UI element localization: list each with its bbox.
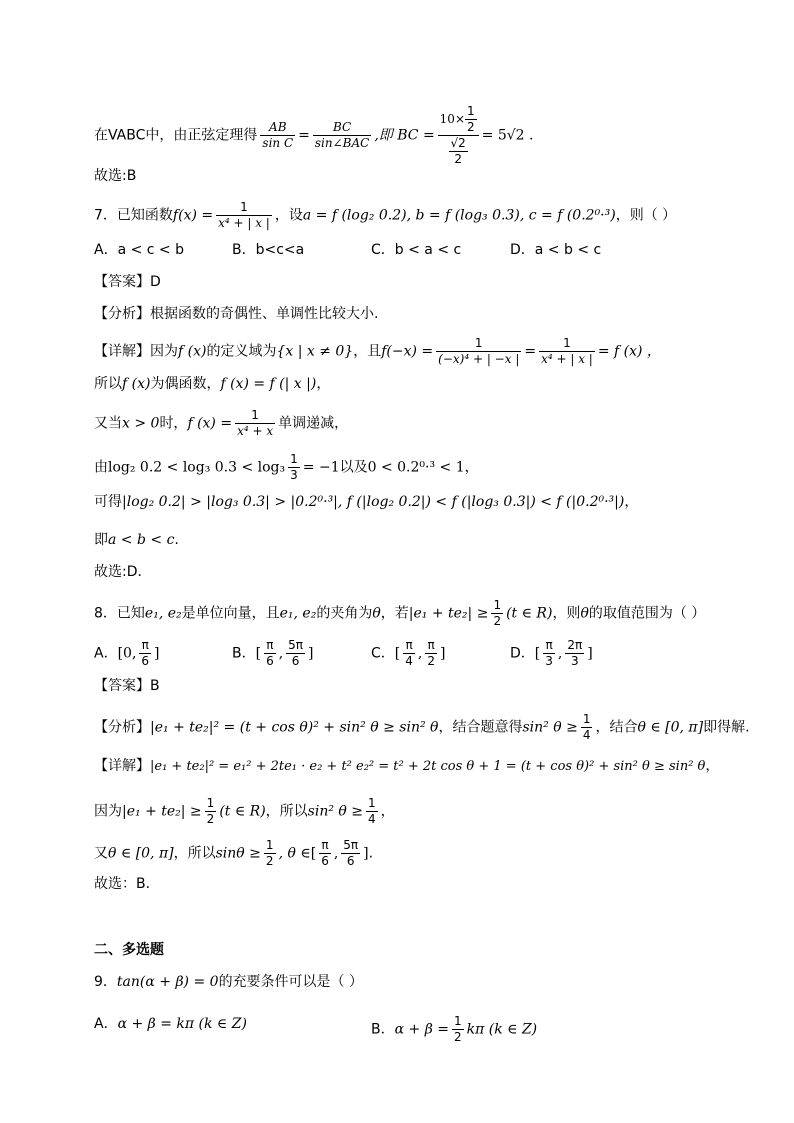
text: = 5√2 . — [481, 127, 534, 144]
sine-law-line — [94, 104, 533, 167]
numerator: AB — [260, 120, 295, 136]
q7-choice: 故选:D． — [94, 564, 152, 580]
math: , — [278, 645, 284, 662]
fraction — [452, 1014, 464, 1045]
text: 【详解】因为 — [94, 343, 178, 360]
q8-choice: 故选：B． — [94, 876, 160, 892]
numerator: π — [543, 638, 555, 654]
math: , θ ∈ — [278, 845, 311, 862]
math: [ — [534, 645, 541, 662]
text: ,即 BC = — [374, 127, 435, 144]
denominator: 6 — [141, 654, 150, 668]
math: [0, — [117, 645, 137, 662]
q8-option-a — [94, 638, 160, 669]
text: 为偶函数， — [150, 376, 221, 392]
q7-option-c: C．b < a < c — [371, 242, 462, 258]
text: 可得 — [94, 494, 122, 510]
denominator — [438, 136, 479, 167]
numerator: 1 — [582, 712, 591, 726]
q7-stem — [94, 200, 676, 231]
fraction — [260, 120, 295, 151]
denominator: 6 — [266, 654, 274, 668]
text: ，则（ ） — [615, 207, 677, 224]
math: = f (x) ， — [597, 343, 661, 360]
fraction — [581, 712, 593, 743]
q7-analysis: 【分析】根据函数的奇偶性、单调性比较大小. — [94, 306, 379, 322]
math: log₂ 0.2 < log₃ 0.3 < log₃ — [108, 459, 286, 476]
q7-detail-6 — [94, 530, 179, 550]
fraction — [319, 838, 331, 869]
text: . — [368, 845, 374, 862]
text: A． — [94, 645, 118, 662]
numerator: π — [403, 638, 415, 654]
denominator: 3 — [570, 654, 579, 668]
math: x > 0 — [122, 415, 160, 432]
text: 【分析】 — [94, 719, 150, 736]
math: θ — [372, 605, 381, 622]
denominator: 3 — [545, 654, 553, 668]
fraction — [565, 638, 584, 669]
q7-detail-5 — [94, 492, 638, 512]
numerator: √2 — [450, 136, 466, 150]
math: |e₁ + te₂| ≥ — [408, 605, 489, 622]
numerator: π — [139, 638, 151, 654]
denominator: x⁴ + | x | — [218, 216, 270, 230]
math: f (x) = — [187, 415, 233, 432]
text: ，结合题意得 — [438, 719, 523, 736]
q8-option-b — [232, 638, 314, 669]
q8-detail-3 — [94, 838, 373, 869]
fraction — [543, 638, 555, 669]
denominator: sin∠BAC — [314, 136, 370, 150]
denominator: 2 — [427, 654, 435, 668]
text: 是单位向量，且 — [181, 605, 280, 622]
math: |e₁ + te₂|² = e₁² + 2te₁ · e₂ + t² e₂² = t² + 2t cos θ + 1 = (t + cos θ)² + sin² θ ≥ sin² θ — [150, 759, 706, 774]
denominator: 6 — [346, 854, 355, 868]
text: 即 — [94, 532, 108, 548]
math: |e₁ + te₂|² = (t + cos θ)² + sin² θ ≥ sin² θ — [150, 719, 439, 736]
text: ，若 — [380, 605, 409, 622]
text: 又当 — [94, 415, 122, 432]
numerator: 1 — [453, 1014, 462, 1028]
numerator: π — [264, 638, 276, 654]
numerator: 1 — [265, 838, 274, 852]
denominator: 2 — [467, 120, 475, 134]
text: ， — [464, 459, 479, 476]
fraction — [539, 336, 595, 367]
q9-option-a — [94, 1014, 247, 1034]
denominator: 2 — [265, 854, 274, 868]
fraction — [341, 838, 360, 869]
numerator: 2π — [567, 638, 583, 652]
denominator: 2 — [493, 614, 502, 628]
text: 时， — [159, 415, 188, 432]
text: ， — [380, 803, 395, 820]
numerator — [438, 104, 479, 136]
text: ，所以 — [265, 803, 308, 820]
text: ，所以 — [173, 845, 216, 862]
text: 又 — [94, 845, 108, 862]
fraction — [366, 796, 378, 827]
text: 的取值范围为（ ） — [588, 605, 706, 622]
math: f (x) = f (| x |) — [220, 376, 317, 392]
math: e₁, e₂ — [144, 605, 182, 622]
fraction — [139, 638, 151, 669]
math: (t ∈ R) — [506, 605, 553, 622]
numerator: 1 — [368, 796, 376, 810]
math: [ — [310, 845, 317, 862]
text: C． — [371, 645, 395, 662]
section-title: 二、多选题 — [94, 942, 164, 958]
numerator: π — [425, 638, 437, 654]
math: sin² θ ≥ — [522, 719, 578, 736]
text: B． — [371, 1021, 395, 1038]
math: , — [333, 845, 339, 862]
text: = — [298, 127, 310, 144]
q7-option-d: D．a < b < c — [510, 242, 602, 258]
q9-stem — [94, 972, 363, 992]
text: 因为 — [94, 803, 122, 820]
text: 9． — [94, 974, 117, 990]
denominator: 4 — [405, 654, 413, 668]
math: f (x) — [122, 376, 151, 392]
q8-answer: 【答案】B — [94, 678, 160, 694]
numerator: 1 — [290, 452, 298, 466]
text: 10× — [439, 112, 465, 126]
fraction — [235, 408, 275, 439]
denominator: x⁴ + x — [237, 424, 274, 438]
denominator: 2 — [453, 1030, 462, 1044]
denominator: 2 — [454, 152, 462, 166]
text: ，结合 — [595, 719, 638, 736]
numerator: 1 — [436, 336, 521, 352]
math: ] — [308, 645, 314, 662]
denominator: 2 — [206, 812, 215, 826]
text: ，设 — [274, 207, 303, 224]
fraction — [436, 336, 521, 367]
compound-fraction — [438, 104, 479, 167]
fraction — [425, 638, 437, 669]
math: tan(α + β) = 0 — [116, 974, 219, 990]
fraction — [313, 120, 371, 151]
fraction — [264, 638, 276, 669]
q8-detail-2 — [94, 796, 395, 827]
q9-option-b — [371, 1014, 537, 1045]
numerator: 5π — [343, 838, 359, 852]
numerator: 1 — [467, 104, 475, 118]
fraction — [449, 136, 468, 167]
math: , — [417, 645, 423, 662]
math: {x | x ≠ 0} — [276, 343, 354, 360]
text: 在VABC中，由正弦定理得 — [94, 127, 258, 144]
denominator: (−x)⁴ + | −x | — [438, 352, 520, 366]
math: sinθ ≥ — [215, 845, 261, 862]
text: ，则 — [552, 605, 581, 622]
numerator: 1 — [216, 200, 272, 216]
math: α + β = kπ (k ∈ Z) — [117, 1016, 247, 1032]
numerator: π — [319, 838, 331, 854]
math: θ ∈ [0, π] — [108, 845, 174, 862]
q8-option-d — [510, 638, 593, 669]
text: 以及 — [339, 459, 368, 476]
fraction — [288, 452, 300, 483]
math: kπ (k ∈ Z) — [466, 1021, 538, 1038]
denominator: 6 — [291, 654, 300, 668]
math: sin² θ ≥ — [307, 803, 364, 820]
q8-analysis — [94, 712, 750, 743]
math: f(−x) = — [381, 343, 434, 360]
math: a < b < c — [108, 532, 175, 548]
q7-option-a: A．a < c < b — [94, 242, 185, 258]
math: ] — [363, 845, 369, 862]
text: 8．已知 — [94, 605, 145, 622]
math: α + β = — [394, 1021, 449, 1038]
fraction — [205, 796, 217, 827]
text: . — [174, 532, 179, 548]
text: ， — [316, 376, 331, 392]
text: ， — [705, 758, 720, 774]
fraction — [286, 638, 305, 669]
q8-detail-1 — [94, 756, 719, 777]
math: |e₁ + te₂| ≥ — [122, 803, 202, 820]
math: e₁, e₂ — [279, 605, 317, 622]
q8-option-c — [371, 638, 445, 669]
denominator: sin C — [262, 136, 294, 150]
numerator: 5π — [288, 638, 304, 652]
q7-detail-2 — [94, 374, 330, 394]
math: ] — [439, 645, 446, 662]
fraction — [264, 838, 276, 869]
text: B． — [232, 645, 256, 662]
text: 【详解】 — [94, 758, 150, 774]
text: 即得解. — [703, 719, 750, 736]
math: f (x) — [178, 343, 207, 360]
denominator: 3 — [290, 468, 298, 482]
fraction — [403, 638, 415, 669]
text: 由 — [94, 459, 108, 476]
fraction — [491, 598, 503, 629]
denominator: 4 — [368, 812, 376, 826]
numerator: 1 — [539, 336, 595, 352]
math: θ ∈ [0, π] — [637, 719, 704, 736]
denominator: 4 — [582, 728, 591, 742]
math: 0 < 0.2⁰·³ < 1 — [367, 459, 465, 476]
q7-option-b: B．b<c<a — [232, 242, 305, 258]
fraction — [216, 200, 272, 231]
text: = — [524, 343, 537, 360]
numerator: BC — [313, 120, 371, 136]
text: D． — [510, 645, 535, 662]
math: θ — [580, 605, 589, 622]
denominator: 6 — [321, 854, 329, 868]
q8-stem — [94, 598, 705, 629]
math: f(x) = — [172, 207, 214, 224]
text: 的定义域为 — [206, 343, 277, 360]
math: a = f (log₂ 0.2), b = f (log₃ 0.3), c = f (0.2⁰·³) — [302, 207, 616, 224]
math: [ — [255, 645, 262, 662]
text: 7．已知函数 — [94, 207, 173, 224]
math: ] — [154, 645, 160, 662]
text: 所以 — [94, 376, 122, 392]
math: , — [557, 645, 563, 662]
fraction — [465, 104, 477, 135]
numerator: 1 — [493, 598, 502, 612]
text: ，且 — [353, 343, 382, 360]
q7-detail-4 — [94, 452, 479, 483]
text: 的充要条件可以是（ ） — [218, 974, 364, 990]
numerator: 1 — [206, 796, 215, 810]
math: = −1 — [302, 459, 340, 476]
math: ] — [587, 645, 593, 662]
numerator: 1 — [235, 408, 275, 424]
math: [ — [394, 645, 401, 662]
text: 单调递减， — [278, 415, 349, 432]
text: A． — [94, 1016, 118, 1032]
q7-detail-1 — [94, 336, 661, 367]
q7-detail-3 — [94, 408, 348, 439]
denominator: x⁴ + | x | — [541, 352, 593, 366]
q6-choice: 故选:B — [94, 168, 137, 184]
q7-answer: 【答案】D — [94, 274, 161, 290]
math: |log₂ 0.2| > |log₃ 0.3| > |0.2⁰·³|, f (|log₂ 0.2|) < f (|log₃ 0.3|) < f (|0.2⁰·³|) — [122, 494, 625, 510]
math: (t ∈ R) — [219, 803, 266, 820]
text: ， — [624, 494, 639, 510]
text: 的夹角为 — [316, 605, 373, 622]
